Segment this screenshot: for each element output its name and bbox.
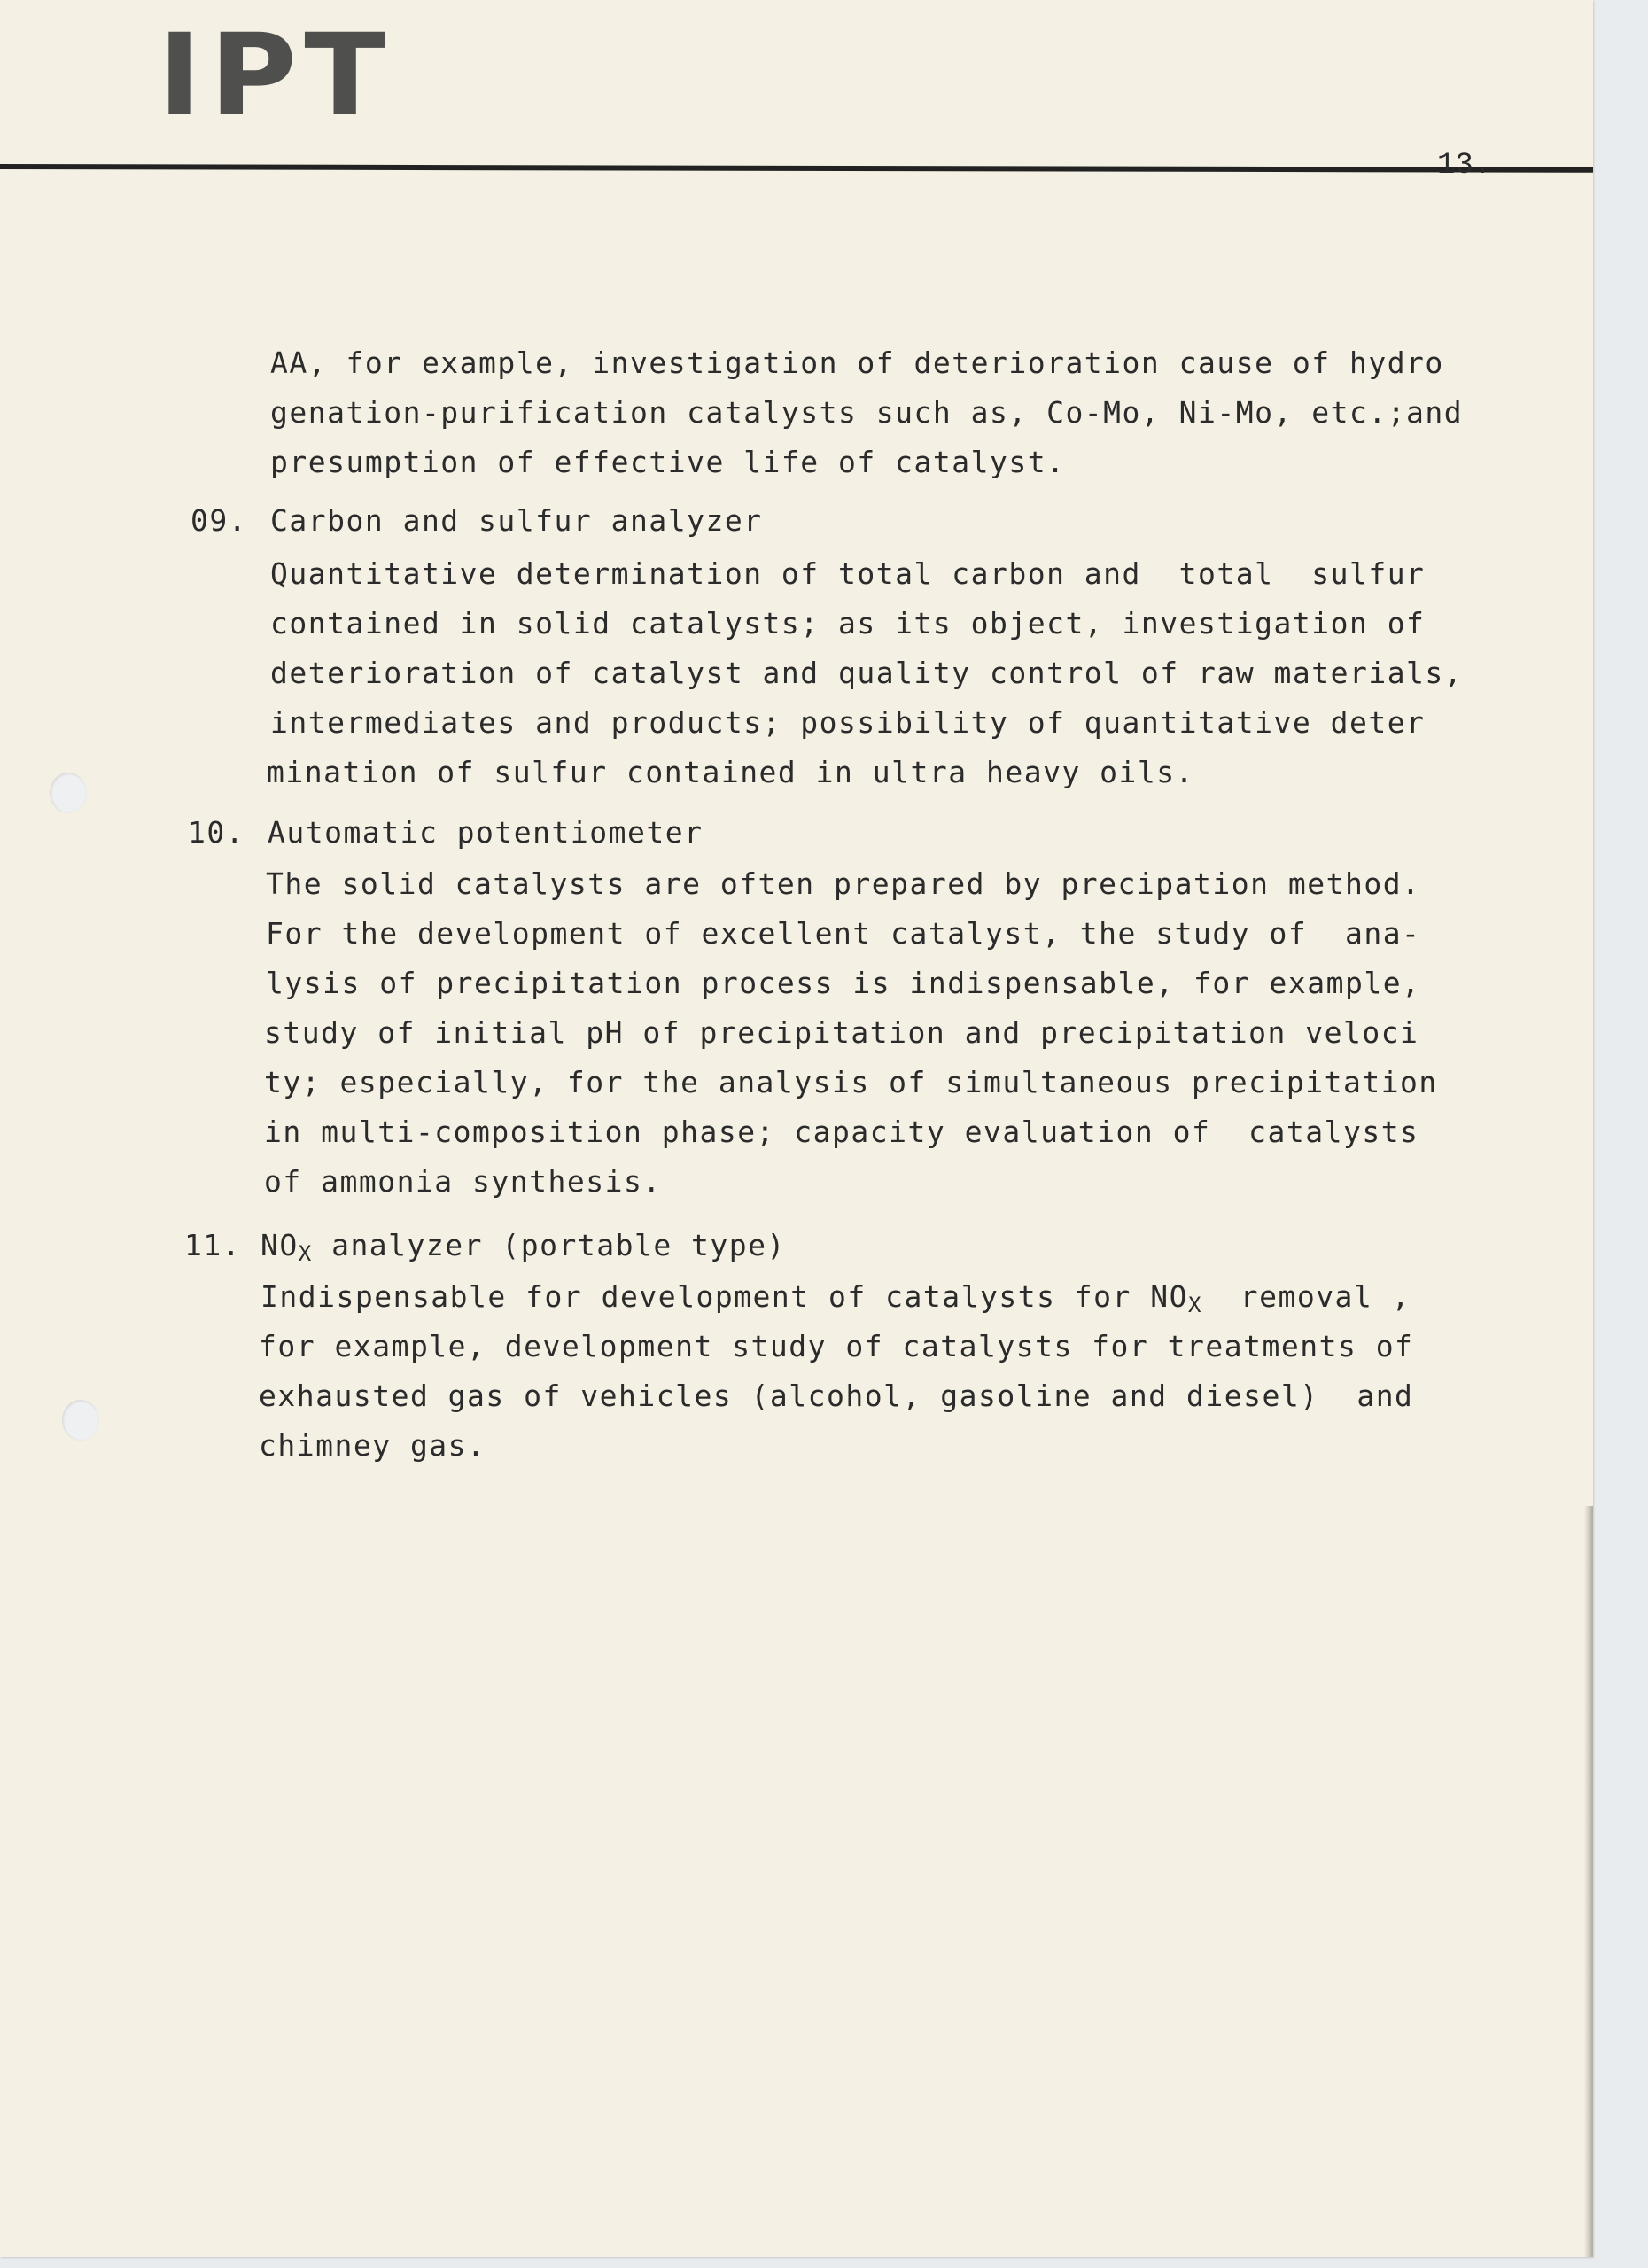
text-line: in multi-composition phase; capacity evaluation of catalysts: [264, 1115, 1419, 1149]
item-number: 10.: [188, 815, 245, 850]
ipt-logo: IPT: [158, 10, 393, 142]
text-line: genation-purification catalysts such as, Co-Mo, Ni-Mo, etc.;and: [270, 395, 1464, 430]
text-line: AA, for example, investigation of deterioration cause of hydro: [270, 346, 1444, 380]
text-line: of ammonia synthesis.: [264, 1164, 662, 1199]
text-line: contained in solid catalysts; as its object, investigation of: [270, 606, 1426, 641]
text-line: [260, 1272, 1411, 1322]
text-line: For the development of excellent catalyst, the study of ana-: [266, 916, 1421, 951]
page-number: 13.: [1437, 149, 1492, 183]
subscript: X: [298, 1241, 313, 1266]
header-rule: [0, 164, 1593, 173]
text-line: lysis of precipitation process is indispensable, for example,: [266, 966, 1421, 1000]
text-line: study of initial pH of precipitation and precipitation veloci: [264, 1015, 1419, 1050]
intro-paragraph: [270, 338, 1464, 511]
text-line: mination of sulfur contained in ultra heavy oils.: [267, 755, 1195, 789]
text-line: for example, development study of catalysts for treatments of: [259, 1329, 1414, 1363]
list-item-11: [184, 1221, 1414, 1497]
item-number: 11.: [184, 1228, 242, 1262]
title-text: analyzer (portable type): [312, 1228, 786, 1262]
punch-hole: [50, 773, 87, 813]
text-line: intermediates and products; possibility of quantitative deter: [270, 705, 1426, 740]
text-line: ty; especially, for the analysis of simultaneous precipitation: [264, 1065, 1438, 1099]
text-span: removal ,: [1201, 1279, 1411, 1314]
text-line: Quantitative determination of total carbon and total sulfur: [270, 556, 1426, 591]
item-title: Carbon and sulfur analyzer: [270, 503, 763, 538]
list-item-09: [190, 496, 1464, 807]
text-line: exhausted gas of vehicles (alcohol, gasoline and diesel) and: [259, 1379, 1414, 1413]
item-title: [260, 1221, 786, 1270]
text-line: presumption of effective life of catalyst.: [270, 445, 1066, 479]
text-line: The solid catalysts are often prepared by precipation method.: [266, 866, 1421, 901]
text-line: chimney gas.: [259, 1428, 486, 1463]
punch-hole: [62, 1400, 99, 1441]
page-edge-shadow: [1584, 1506, 1593, 2257]
text-span: Indispensable for development of catalysts for NO: [260, 1279, 1189, 1314]
item-number: 09.: [190, 503, 248, 538]
subscript: X: [1188, 1293, 1202, 1317]
item-title: Automatic potentiometer: [268, 815, 704, 850]
title-text: NO: [260, 1228, 299, 1262]
text-line: deterioration of catalyst and quality control of raw materials,: [270, 656, 1464, 690]
list-item-10: [188, 808, 1438, 1199]
